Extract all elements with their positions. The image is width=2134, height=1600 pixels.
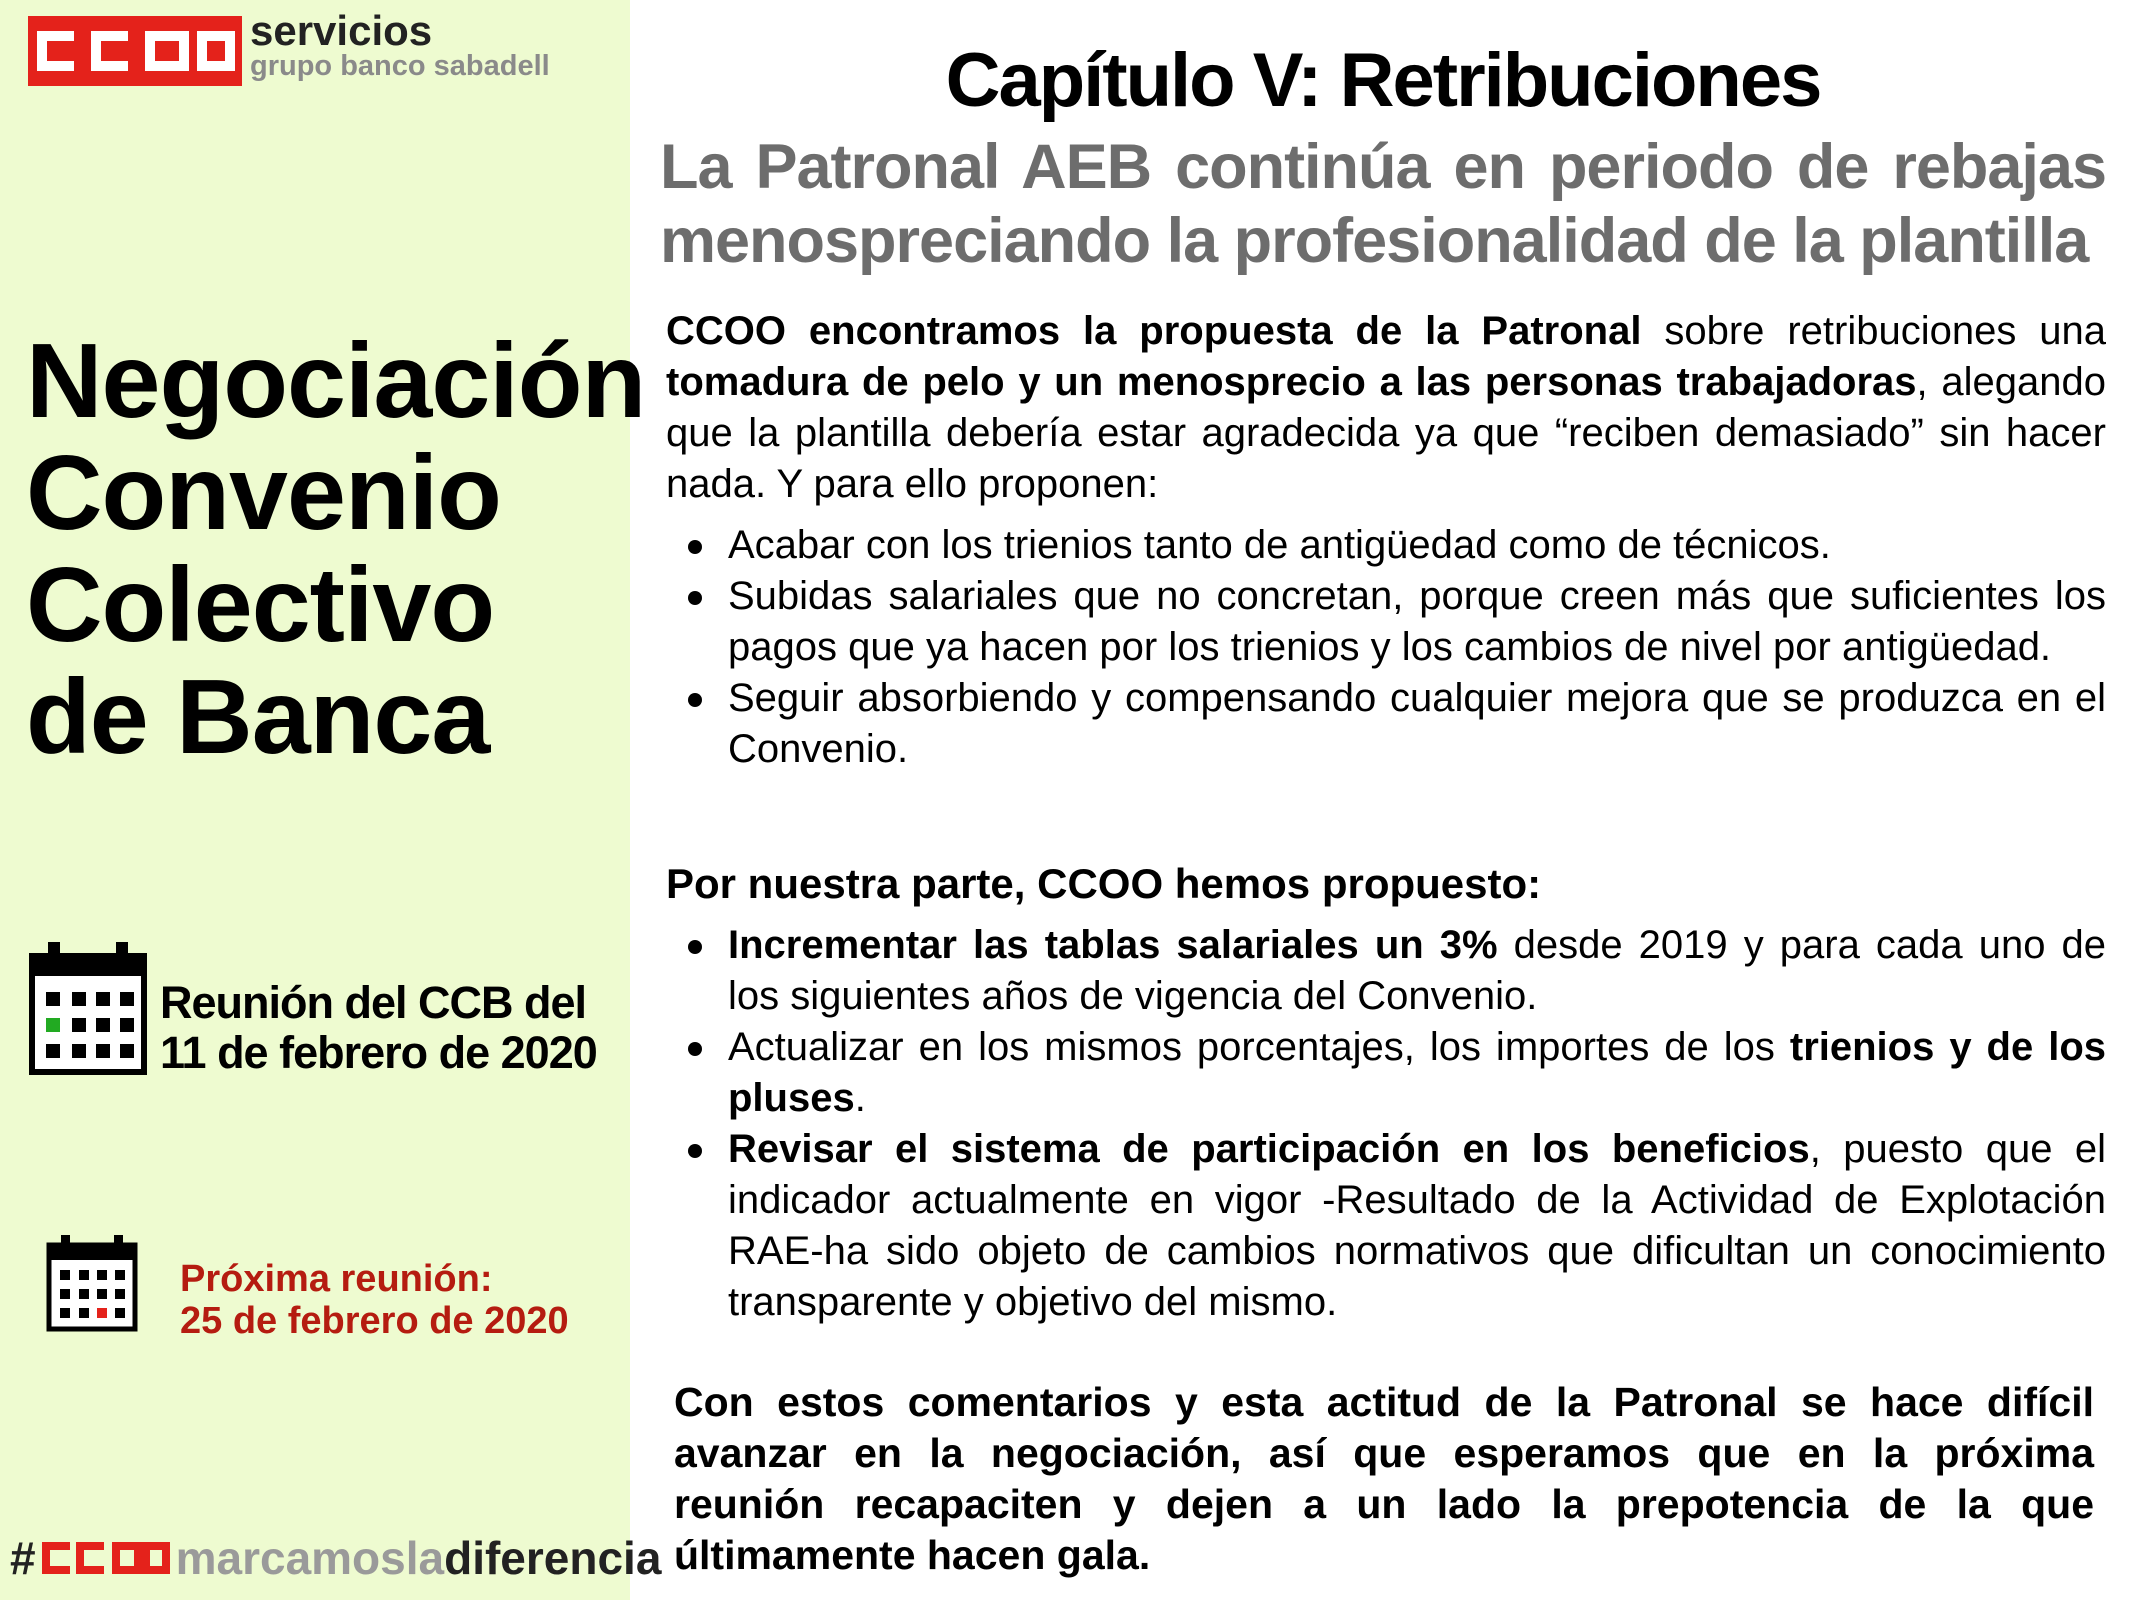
list-item-text: .	[854, 1076, 866, 1120]
intro-bold: tomadura de pelo y un menosprecio a las personas trabajadoras	[666, 360, 1917, 404]
bullet-icon	[688, 940, 702, 954]
ccoo-proposals	[666, 920, 2106, 1328]
hashtag	[10, 1528, 661, 1588]
hashtag-hash: #	[10, 1532, 36, 1584]
closing-paragraph: Con estos comentarios y esta actitud de la Patronal se hace difícil avanzar en la negociación, así que esperamos que en la próxima reunión recapaciten y dejen a un lado la prepotencia de la que últimamente hacen gala.	[674, 1379, 2094, 1578]
next-meeting	[180, 1258, 569, 1342]
calendar-icon	[46, 1232, 138, 1332]
bullet-icon	[688, 591, 702, 605]
intro-text: , alegando que la plantilla debería estar agradecida ya que “reciben demasiado” sin hacer nada. Y para ello proponen:	[666, 360, 2106, 506]
hashtag-marcamos: marcamos	[175, 1532, 406, 1584]
current-meeting	[160, 978, 597, 1078]
chapter-title: Capítulo V: Retribuciones	[945, 38, 1821, 123]
subtitle-line: La Patronal AEB continúa en periodo de rebajas	[660, 132, 2106, 202]
hashtag-diferencia: diferencia	[444, 1532, 662, 1584]
sidebar	[0, 0, 662, 1600]
next-meeting-label: Próxima reunión:	[180, 1258, 493, 1300]
list-item	[666, 1022, 2106, 1124]
negotiation-title	[26, 322, 646, 776]
meeting-line: Reunión del CCB del	[160, 977, 587, 1028]
subtitle	[660, 130, 2106, 278]
list-item-bold: Revisar el sistema de participación en los beneficios	[728, 1127, 1810, 1171]
calendar-icon	[28, 938, 148, 1076]
list-item	[666, 571, 2106, 673]
list-item	[666, 673, 2106, 775]
title-line: Negociación	[26, 322, 646, 440]
title-line: de Banca	[26, 658, 490, 776]
patronal-proposals	[666, 520, 2106, 775]
intro-paragraph	[666, 306, 2106, 510]
bullet-icon	[688, 1042, 702, 1056]
bullet-icon	[688, 540, 702, 554]
hashtag-la: la	[405, 1532, 445, 1584]
logo-servicios: servicios	[250, 7, 433, 54]
ccoo-logo-mark	[28, 16, 242, 86]
list-item-bold: Incrementar las tablas salariales un 3%	[728, 923, 1498, 967]
list-item-text: Actualizar en los mismos porcentajes, los importes de los	[728, 1025, 1790, 1069]
list-item	[666, 520, 2106, 571]
ccoo-proposals-heading: Por nuestra parte, CCOO hemos propuesto:	[666, 860, 1542, 907]
list-item-text: Acabar con los trienios tanto de antigüedad como de técnicos.	[728, 523, 1831, 567]
next-meeting-date: 25 de febrero de 2020	[180, 1300, 569, 1342]
logo-grupo: grupo banco sabadell	[250, 50, 550, 82]
intro-text: sobre retribuciones una	[1641, 309, 2106, 353]
title-line: Colectivo	[26, 546, 495, 664]
list-item	[666, 920, 2106, 1022]
title-line: Convenio	[26, 434, 501, 552]
subtitle-line: menospreciando la profesionalidad de la plantilla	[660, 206, 2089, 276]
list-item-text: , puesto que el indicador actualmente en vigor -Resultado de la Actividad de Explotación RAE-ha sido objeto de cambios normativos que dificultan un conocimiento transparente y objetivo del mismo.	[728, 1127, 2106, 1324]
bullet-icon	[688, 1144, 702, 1158]
intro-bold: CCOO encontramos la propuesta de la Patronal	[666, 309, 1642, 353]
list-item-text: Subidas salariales que no concretan, porque creen más que suficientes los pagos que ya hacen por los trienios y los cambios de nivel por antigüedad.	[728, 574, 2106, 669]
ccoo-logo	[28, 16, 242, 86]
list-item-bold: trienios y de los pluses	[728, 1025, 2107, 1120]
list-item-text: desde 2019 y para cada uno de los siguientes años de vigencia del Convenio.	[728, 923, 2107, 1018]
ccoo-wordmark	[40, 1540, 172, 1576]
bullet-icon	[688, 693, 702, 707]
list-item	[666, 1124, 2106, 1328]
list-item-text: Seguir absorbiendo y compensando cualquier mejora que se produzca en el Convenio.	[728, 676, 2106, 771]
meeting-date: 11 de febrero de 2020	[160, 1027, 597, 1078]
